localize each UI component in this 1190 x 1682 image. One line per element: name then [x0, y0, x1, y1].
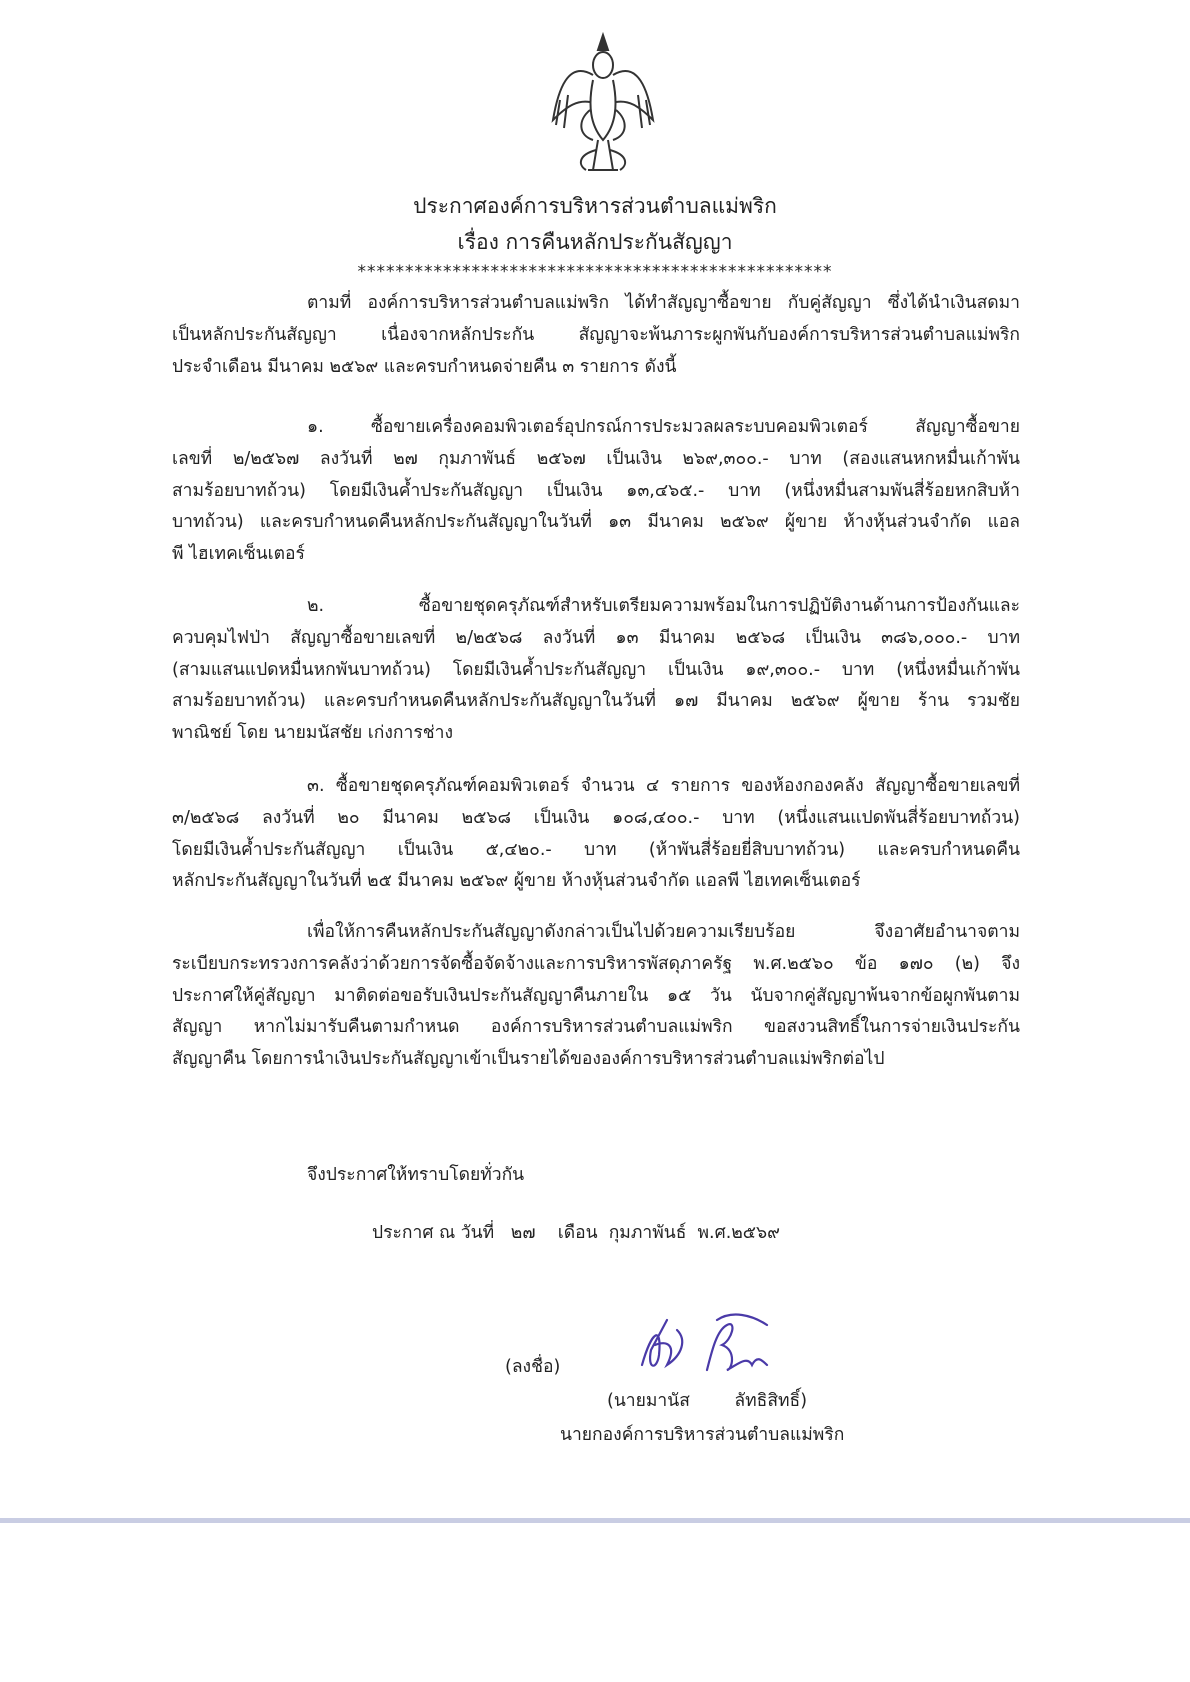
paragraph-line: บาทถ้วน) และครบกำหนดคืนหลักประกันสัญญาในวันที่ ๑๓ มีนาคม ๒๕๖๙ ผู้ขาย ห้างหุ้นส่วนจำกัด แอล [172, 512, 1020, 533]
announcement-title: ประกาศองค์การบริหารส่วนตำบลแม่พริก [413, 194, 777, 218]
paragraph-line: สัญญา หากไม่มารับคืนตามกำหนด องค์การบริหารส่วนตำบลแม่พริก ขอสงวนสิทธิ์ในการจ่ายเงินประกัน [172, 1017, 1020, 1038]
paragraph-line: (สามแสนแปดหมื่นหกพันบาทถ้วน) โดยมีเงินค้ำประกันสัญญา เป็นเงิน ๑๙,๓๐๐.- บาท (หนึ่งหมื่นเก้าพัน [172, 659, 1020, 680]
paragraph-line: ๒. ซื้อขายชุดครุภัณฑ์สำหรับเตรียมความพร้อมในการปฏิบัติงานด้านการป้องกันและ [307, 596, 1020, 616]
signatory-name: (นายมานัส ลัทธิสิทธิ์) [607, 1391, 808, 1411]
paragraph-line: สามร้อยบาทถ้วน) โดยมีเงินค้ำประกันสัญญา เป็นเงิน ๑๓,๔๖๕.- บาท (หนึ่งหมื่นสามพันสี่ร้อยหกสิบห้า [172, 480, 1020, 501]
paragraph-line: ประจำเดือน มีนาคม ๒๕๖๙ และครบกำหนดจ่ายคืน ๓ รายการ ดังนี้ [172, 356, 677, 377]
paragraph-line: สามร้อยบาทถ้วน) และครบกำหนดคืนหลักประกันสัญญาในวันที่ ๑๗ มีนาคม ๒๕๖๙ ผู้ขาย ร้าน รวมชัย [172, 691, 1020, 712]
conclusion-paragraph [172, 917, 1020, 1076]
item-2-paragraph [172, 591, 1020, 750]
paragraph-line: โดยมีเงินค้ำประกันสัญญา เป็นเงิน ๕,๔๒๐.- บาท (ห้าพันสี่ร้อยยี่สิบบาทถ้วน) และครบกำหนดคืน [172, 839, 1020, 860]
handwritten-signature [637, 1310, 787, 1380]
signatory-position: นายกองค์การบริหารส่วนตำบลแม่พริก [560, 1425, 845, 1445]
paragraph-line: ประกาศให้คู่สัญญา มาติดต่อขอรับเงินประกันสัญญาคืนภายใน ๑๕ วัน นับจากคู่สัญญาพ้นจากข้อผูกพันตาม [172, 985, 1020, 1006]
closing-statement: จึงประกาศให้ทราบโดยทั่วกัน [307, 1165, 525, 1185]
item-3-paragraph [172, 771, 1020, 898]
signature-label: (ลงชื่อ) [505, 1357, 561, 1377]
announcement-date: ประกาศ ณ วันที่ ๒๗ เดือน กุมภาพันธ์ พ.ศ.๒๕๖๙ [372, 1223, 780, 1243]
paragraph-line: เลขที่ ๒/๒๕๖๗ ลงวันที่ ๒๗ กุมภาพันธ์ ๒๕๖๗ เป็นเงิน ๒๖๙,๓๐๐.- บาท (สองแสนหกหมื่นเก้าพัน [172, 448, 1020, 469]
paragraph-line: เพื่อให้การคืนหลักประกันสัญญาดังกล่าวเป็นไปด้วยความเรียบร้อย จึงอาศัยอำนาจตาม [307, 922, 1020, 942]
paragraph-line: ควบคุมไฟป่า สัญญาซื้อขายเลขที่ ๒/๒๕๖๘ ลงวันที่ ๑๓ มีนาคม ๒๕๖๘ เป็นเงิน ๓๘๖,๐๐๐.- บาท [172, 627, 1020, 648]
garuda-emblem [548, 30, 658, 180]
paragraph-line: ระเบียบกระทรวงการคลังว่าด้วยการจัดซื้อจัดจ้างและการบริหารพัสดุภาครัฐ พ.ศ.๒๕๖๐ ข้อ ๑๗๐ (๒) จึง [172, 953, 1020, 974]
paragraph-line: เป็นหลักประกันสัญญา เนื่องจากหลักประกัน สัญญาจะพ้นภาระผูกพันกับองค์การบริหารส่วนตำบลแม่พริก [172, 324, 1020, 345]
separator: ************************************************** [357, 262, 833, 282]
intro-paragraph [172, 288, 1020, 383]
announcement-subject: เรื่อง การคืนหลักประกันสัญญา [457, 230, 733, 254]
paragraph-line: พี ไฮเทคเซ็นเตอร์ [172, 544, 305, 565]
paragraph-line: ๑. ซื้อขายเครื่องคอมพิวเตอร์อุปกรณ์การประมวลผลระบบคอมพิวเตอร์ สัญญาซื้อขาย [307, 417, 1020, 437]
paragraph-line: ตามที่ องค์การบริหารส่วนตำบลแม่พริก ได้ทำสัญญาซื้อขาย กับคู่สัญญา ซึ่งได้นำเงินสดมา [307, 293, 1020, 313]
paragraph-line: ๓. ซื้อขายชุดครุภัณฑ์คอมพิวเตอร์ จำนวน ๔ รายการ ของห้องกองคลัง สัญญาซื้อขายเลขที่ [307, 776, 1020, 796]
paragraph-line: สัญญาคืน โดยการนำเงินประกันสัญญาเข้าเป็นรายได้ขององค์การบริหารส่วนตำบลแม่พริกต่อไป [172, 1049, 885, 1070]
page-divider [0, 1518, 1190, 1523]
paragraph-line: หลักประกันสัญญาในวันที่ ๒๕ มีนาคม ๒๕๖๙ ผู้ขาย ห้างหุ้นส่วนจำกัด แอลพี ไฮเทคเซ็นเตอร์ [172, 871, 861, 892]
item-1-paragraph [172, 412, 1020, 571]
paragraph-line: พาณิชย์ โดย นายมนัสชัย เก่งการช่าง [172, 723, 453, 744]
paragraph-line: ๓/๒๕๖๘ ลงวันที่ ๒๐ มีนาคม ๒๕๖๘ เป็นเงิน ๑๐๘,๔๐๐.- บาท (หนึ่งแสนแปดพันสี่ร้อยบาทถ้วน) [172, 807, 1020, 828]
